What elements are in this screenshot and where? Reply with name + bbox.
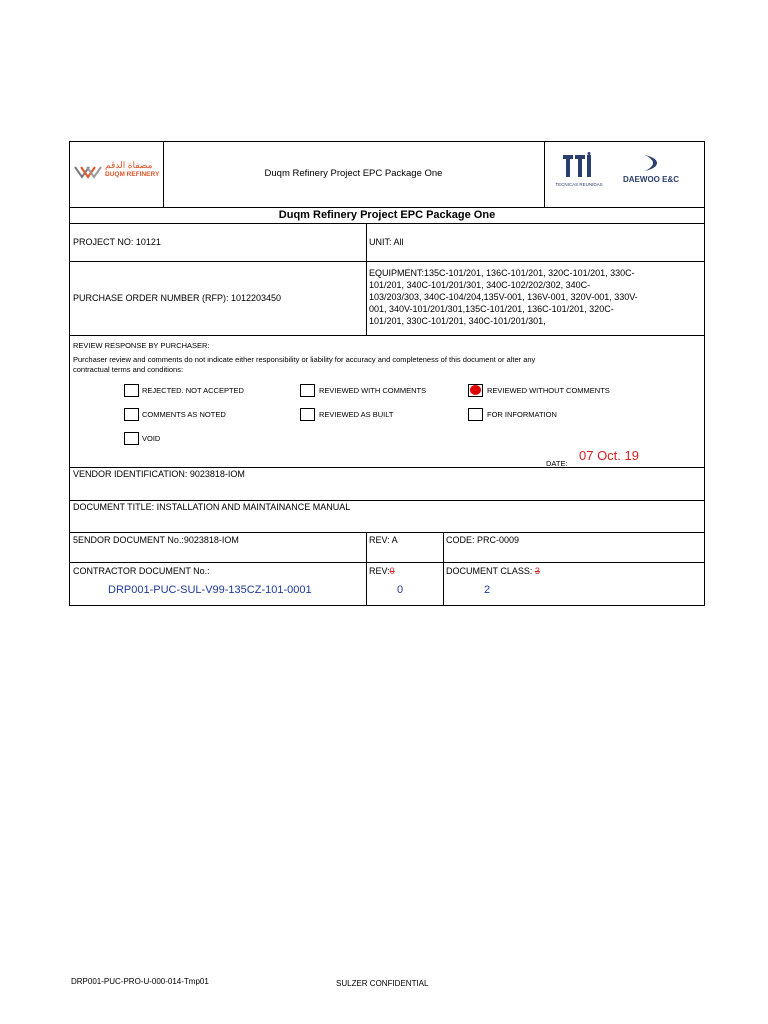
document-class-struck-value: 3: [534, 566, 540, 576]
header-divider-right: [544, 142, 545, 207]
duqm-chevron-icon: [73, 163, 103, 181]
date-value: 07 Oct. 19: [579, 448, 639, 463]
rev-label-text: REV:: [369, 566, 390, 576]
document-class-label-text: DOCUMENT CLASS:: [446, 566, 533, 576]
for-information-label: FOR INFORMATION: [487, 410, 557, 419]
tr-mark-icon: [562, 152, 596, 180]
review-note: Purchaser review and comments do not indicate either responsibility or liability for accuracy and completeness of this document or alter any: [73, 355, 536, 364]
divider: [70, 562, 704, 563]
equipment-line: 001, 340V-101/201/301,135C-101/201, 136C-101/201, 320C-: [369, 304, 614, 314]
daewoo-logo-text: DAEWOO E&C: [623, 175, 679, 184]
footer-confidential: SULZER CONFIDENTIAL: [336, 979, 429, 988]
column-divider: [366, 532, 367, 605]
tr-logo-text: TECNICAS REUNIDAS: [555, 182, 603, 187]
reviewed-with-comments-checkbox[interactable]: [300, 384, 315, 397]
document-title: DOCUMENT TITLE: INSTALLATION AND MAINTAINANCE MANUAL: [73, 502, 351, 512]
document-class-label: [446, 566, 540, 577]
divider: [70, 500, 704, 501]
void-label: VOID: [142, 434, 161, 443]
review-form: [69, 141, 705, 606]
vendor-document-number: 5ENDOR DOCUMENT No.:9023818-IOM: [73, 535, 239, 545]
vendor-rev: REV: A: [369, 535, 398, 545]
for-information-checkbox[interactable]: [468, 408, 483, 421]
contractor-document-label: CONTRACTOR DOCUMENT No.:: [73, 566, 210, 576]
void-checkbox[interactable]: [124, 432, 139, 445]
rejected-label: REJECTED. NOT ACCEPTED: [142, 386, 244, 395]
contractor-rev-value: 0: [397, 584, 404, 596]
duqm-refinery-logo: [73, 160, 161, 184]
reviewed-with-comments-label: REVIEWED WITH COMMENTS: [319, 386, 427, 395]
divider: [70, 467, 704, 468]
daewoo-logo: [616, 154, 686, 190]
equipment-line: 101/201, 340C-101/201/301, 340C-102/202/302, 340C-: [369, 280, 591, 290]
daewoo-mark-icon: [642, 154, 660, 172]
divider: [70, 532, 704, 533]
banner-title: Duqm Refinery Project EPC Package One: [278, 209, 496, 221]
reviewed-without-comments-checkbox[interactable]: [468, 384, 483, 397]
column-divider: [366, 261, 367, 335]
purchase-order-number: PURCHASE ORDER NUMBER (RFP): 1012203450: [73, 293, 282, 303]
footer-template-id: DRP001-PUC-PRO-U-000-014-Tmp01: [71, 977, 209, 986]
rejected-checkbox[interactable]: [124, 384, 139, 397]
divider: [70, 335, 704, 336]
column-divider: [366, 223, 367, 261]
header-project-title: Duqm Refinery Project EPC Package One: [264, 168, 443, 179]
vendor-identification: VENDOR IDENTIFICATION: 9023818-IOM: [73, 469, 245, 479]
reviewed-as-built-label: REVIEWED AS BUILT: [319, 410, 394, 419]
equipment-line: 103/203/303, 340C-104/204,135V-001, 136V-001, 320V-001, 330V-: [369, 292, 638, 302]
contractor-document-number: DRP001-PUC-SUL-V99-135CZ-101-0001: [108, 584, 312, 596]
rev-struck-value: 0: [389, 566, 395, 576]
equipment-line: EQUIPMENT:135C-101/201, 136C-101/201, 320C-101/201, 330C-: [369, 268, 635, 278]
tecnicas-reunidas-logo: [550, 152, 608, 192]
divider: [70, 223, 704, 224]
review-heading: REVIEW RESPONSE BY PURCHASER:: [73, 341, 210, 350]
document-class-value: 2: [484, 584, 491, 596]
code: CODE: PRC-0009: [446, 535, 520, 545]
date-label: DATE:: [546, 459, 568, 468]
divider: [70, 261, 704, 262]
duqm-logo-text: DUQM REFINERY: [105, 171, 160, 178]
reviewed-as-built-checkbox[interactable]: [300, 408, 315, 421]
reviewed-without-comments-label: REVIEWED WITHOUT COMMENTS: [487, 386, 610, 395]
project-no: PROJECT NO: 10121: [73, 237, 161, 247]
column-divider: [443, 532, 444, 605]
unit: UNIT: All: [369, 237, 404, 247]
comments-as-noted-label: COMMENTS AS NOTED: [142, 410, 226, 419]
duqm-logo-arabic: مصفاة الدقم: [105, 160, 153, 170]
divider: [70, 207, 704, 208]
contractor-rev-label: [369, 566, 395, 577]
equipment-line: 101/201, 330C-101/201, 340C-101/201/301,: [369, 316, 546, 326]
review-note: contractual terms and conditions:: [73, 365, 184, 374]
comments-as-noted-checkbox[interactable]: [124, 408, 139, 421]
